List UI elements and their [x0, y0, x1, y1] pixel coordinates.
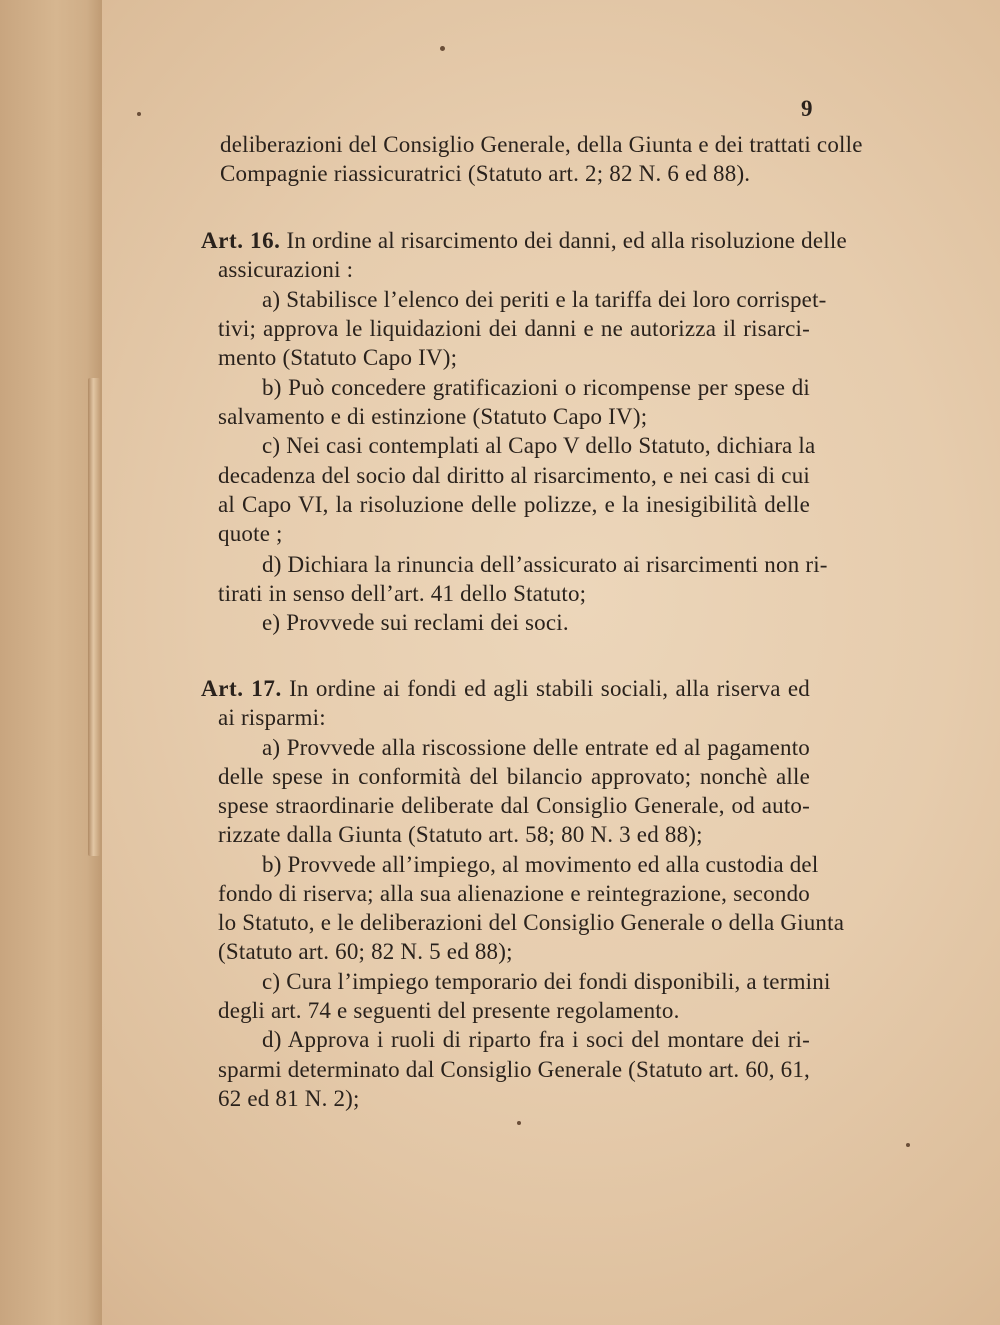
- text-line: (Statuto art. 60; 82 N. 5 ed 88);: [218, 939, 513, 964]
- article-label: Art. 16.: [201, 228, 281, 253]
- paper-spot: [137, 112, 141, 116]
- paper-spot: [906, 1143, 910, 1147]
- text-line: al Capo VI, la risoluzione delle polizze, e la inesigibilità delle: [218, 492, 810, 517]
- text-line: fondo di riserva; alla sua alienazione e reintegrazione, secondo: [218, 881, 810, 906]
- text-line: rizzate dalla Giunta (Statuto art. 58; 80 N. 3 ed 88);: [218, 822, 703, 847]
- text-line: degli art. 74 e seguenti del presente regolamento.: [218, 998, 680, 1023]
- book-gutter: [0, 0, 102, 1325]
- text-line: d) Dichiara la rinuncia dell’assicurato ai risarcimenti non ri-: [262, 552, 828, 577]
- text-line: b) Provvede all’impiego, al movimento ed alla custodia del: [262, 852, 819, 877]
- text-line: d) Approva i ruoli di riparto fra i soci del montare dei ri-: [262, 1027, 810, 1052]
- paper-spot: [440, 46, 445, 51]
- page-fold: [88, 378, 100, 856]
- text-line: delle spese in conformità del bilancio approvato; nonchè alle: [218, 764, 810, 789]
- text-line: sparmi determinato dal Consiglio Generale (Statuto art. 60, 61,: [218, 1057, 810, 1082]
- text-line: c) Cura l’impiego temporario dei fondi disponibili, a termini: [262, 969, 831, 994]
- page-number: 9: [801, 96, 813, 121]
- text-line: a) Provvede alla riscossione delle entrate ed al pagamento: [262, 735, 810, 760]
- text-line: assicurazioni :: [218, 257, 354, 282]
- text-line: decadenza del socio dal diritto al risarcimento, e nei casi di cui: [218, 463, 810, 488]
- text-line: b) Può concedere gratificazioni o ricompense per spese di: [262, 375, 810, 400]
- text-line: quote ;: [218, 521, 283, 546]
- paper-spot: [517, 1121, 521, 1125]
- text-line: mento (Statuto Capo IV);: [218, 345, 458, 370]
- text-line: Compagnie riassicuratrici (Statuto art. 2; 82 N. 6 ed 88).: [220, 161, 751, 186]
- text-line: tirati in senso dell’art. 41 dello Statuto;: [218, 581, 587, 606]
- text-line: deliberazioni del Consiglio Generale, della Giunta e dei trattati colle: [220, 132, 863, 157]
- text-line: ai risparmi:: [218, 705, 326, 730]
- text-line: spese straordinarie deliberate dal Consiglio Generale, od auto-: [218, 793, 810, 818]
- text-line: c) Nei casi contemplati al Capo V dello Statuto, dichiara la: [262, 433, 816, 458]
- text-line: salvamento e di estinzione (Statuto Capo IV);: [218, 404, 648, 429]
- text-line: e) Provvede sui reclami dei soci.: [262, 610, 569, 635]
- text-line: Art. 17. In ordine ai fondi ed agli stabili sociali, alla riserva ed: [201, 676, 810, 701]
- text-line: a) Stabilisce l’elenco dei periti e la tariffa dei loro corrispet-: [262, 287, 827, 312]
- text-line: 62 ed 81 N. 2);: [218, 1086, 360, 1111]
- text-line: tivi; approva le liquidazioni dei danni e ne autorizza il risarci-: [218, 316, 810, 341]
- text-line: Art. 16. In ordine al risarcimento dei danni, ed alla risoluzione delle: [201, 228, 847, 253]
- text-line: lo Statuto, e le deliberazioni del Consiglio Generale o della Giunta: [218, 910, 845, 935]
- article-label: Art. 17.: [201, 676, 282, 701]
